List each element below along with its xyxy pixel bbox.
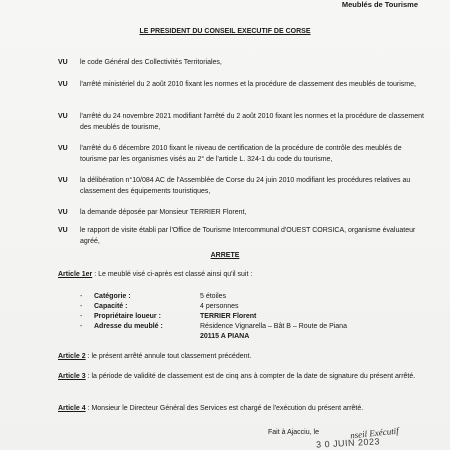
detail-row: - Adresse du meublé : Résidence Vignarella – Bât B – Route de Piana (80, 323, 347, 330)
detail-row: - Propriétaire loueur : TERRIER Florent (80, 313, 257, 320)
vu-label: VU (58, 177, 68, 184)
vu-text: le code Général des Collectivités Territoriales, (80, 59, 222, 66)
article-4 (58, 404, 438, 415)
detail-value: Résidence Vignarella – Bât B – Route de Piana (200, 323, 347, 330)
detail-value: TERRIER Florent (200, 313, 257, 320)
article-text: : Le meublé visé ci-après est classé ainsi qu'il suit : (92, 271, 253, 278)
date-stamp: 3 0 JUIN 2023 (315, 436, 381, 450)
detail-value: 20115 A PIANA (200, 333, 250, 340)
detail-label: Catégorie : (94, 293, 131, 300)
article-text: : la période de validité de classement est de cinq ans à compter de la date de signature du présent arrêté. (85, 373, 416, 380)
article-text: : le présent arrêté annule tout classement précédent. (85, 353, 252, 360)
signature-stamp-text: nseil Exécutif (349, 425, 400, 441)
article-text: : Monsieur le Directeur Général des Services est chargé de l'exécution du présent arrêté. (85, 405, 364, 412)
vu-text: la demande déposée par Monsieur TERRIER Florent, (80, 209, 247, 216)
classification-details (80, 292, 440, 342)
article-2 (58, 352, 438, 363)
vu-label: VU (58, 59, 68, 66)
article-label: Article 1er (58, 271, 93, 278)
detail-label: Propriétaire loueur : (94, 313, 161, 320)
vu-text: l'arrêté ministériel du 2 août 2010 fixant les normes et la procédure de classement des meublés de tourisme, (80, 81, 416, 88)
article-label: Article 3 (58, 373, 86, 380)
detail-row: - Catégorie : 5 étoiles (80, 293, 227, 300)
arrete-heading: ARRETE (210, 252, 240, 259)
article-label: Article 2 (58, 353, 86, 360)
vu-label: VU (58, 145, 68, 152)
place-date-line: Fait à Ajacciu, le (268, 429, 319, 436)
article-label: Article 4 (58, 405, 86, 412)
vu-label: VU (58, 81, 68, 88)
vu-label: VU (58, 113, 68, 120)
vu-text: l'arrêté du 24 novembre 2021 modifiant l'arrêté du 2 août 2010 fixant les normes et la procédure de classement des meublés de tourisme, (80, 113, 424, 131)
detail-row: - Capacité : 4 personnes (80, 303, 239, 310)
vu-text: le rapport de visite établi par l'Office de Tourisme Intercommunal d'OUEST CORSICA, organisme évaluateur agréé, (80, 227, 416, 245)
header-doc-type: Meublés de Tourisme (341, 0, 418, 9)
vu-text: l'arrêté du 6 décembre 2010 fixant le niveau de certification de la procédure de contrôle des meublés de tourisme par les organismes visés au 2° de l'article L. 324-1 du code du tourisme, (80, 145, 402, 163)
detail-label: Capacité : (94, 303, 128, 310)
article-1 (58, 270, 438, 281)
document-title: LE PRESIDENT DU CONSEIL EXECUTIF DE CORSE (139, 28, 311, 35)
article-3 (58, 372, 438, 383)
vu-text: la délibération n°10/084 AC de l'Assemblée de Corse du 24 juin 2010 modifiant les procédures relatives au classement des équipements touristiques, (80, 177, 411, 195)
vu-label: VU (58, 209, 68, 216)
detail-label: Adresse du meublé : (94, 323, 163, 330)
detail-value: 5 étoiles (200, 293, 227, 300)
detail-row (80, 332, 440, 342)
detail-value: 4 personnes (200, 303, 239, 310)
vu-label: VU (58, 227, 68, 234)
